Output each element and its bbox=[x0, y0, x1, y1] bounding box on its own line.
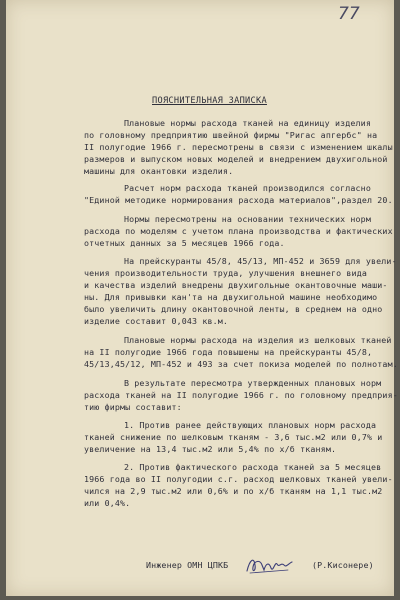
body-line: машины для окантовки изделия. bbox=[84, 166, 234, 176]
body-line: 45/13,45/12, МП-452 и 493 за счет покиза моделей по полнотам. bbox=[84, 359, 398, 369]
document-page bbox=[6, 0, 398, 596]
body-line: На прейскуранты 45/8, 45/13, МП-452 и 3659 для увели- bbox=[124, 256, 397, 266]
body-line: чения производительности труда, улучшения внешнего вида bbox=[84, 268, 367, 278]
body-line: "Единой методике нормирования расхода материалов",раздел 20. bbox=[84, 195, 393, 205]
body-line: Плановые нормы расхода тканей на единицу изделия bbox=[124, 118, 371, 128]
body-line: II полугодие 1966 г. пересмотрены в связи с изменением шкалы bbox=[84, 142, 393, 152]
body-line: на II полугодие 1966 года повышены на прейскуранты 45/8, bbox=[84, 347, 373, 357]
body-line: Нормы пересмотрены на основании технических норм bbox=[124, 214, 371, 224]
body-line: было увеличить длину окантовочной ленты, в среднем на одно bbox=[84, 304, 383, 314]
body-line: чился на 2,9 тыс.м2 или 0,6% и по х/б тканям на 1,1 тыс.м2 bbox=[84, 486, 383, 496]
body-line: ны. Для привывки кан'та на двухигольной машине необходимо bbox=[84, 292, 378, 302]
body-line: 1966 года во II полугодии с.г. расход шелковых тканей увели- bbox=[84, 474, 393, 484]
body-line: Расчет норм расхода тканей производился согласно bbox=[124, 183, 371, 193]
body-line: тканей снижение по шелковым тканям - 3,6 тыс.м2 или 0,7% и bbox=[84, 432, 383, 442]
body-line: расхода по моделям с учетом плана производства и фактических bbox=[84, 226, 393, 236]
page-number: 77 bbox=[338, 4, 360, 24]
body-line: 2. Против фактического расхода тканей за 5 месяцев bbox=[124, 462, 382, 472]
body-line: В результате пересмотра утвержденных плановых норм bbox=[124, 378, 382, 388]
body-line: увеличение на 13,4 тыс.м2 или 5,4% по х/б тканям. bbox=[84, 444, 337, 454]
body-line: отчетных данных за 5 месяцев 1966 года. bbox=[84, 238, 285, 248]
body-line: изделие составит 0,043 кв.м. bbox=[84, 316, 229, 326]
handwritten-signature bbox=[244, 553, 294, 577]
body-line: или 0,4%. bbox=[84, 498, 131, 508]
body-line: по головному предприятию швейной фирмы "Ригас апгербс" на bbox=[84, 130, 378, 140]
body-line: 1. Против ранее действующих плановых норм расхода bbox=[124, 420, 377, 430]
signatory-position: Инженер ОМН ЦПКБ bbox=[146, 560, 229, 570]
body-line: Плановые нормы расхода на изделия из шелковых тканей bbox=[124, 335, 392, 345]
document-title: ПОЯСНИТЕЛЬНАЯ ЗАПИСКА bbox=[152, 96, 267, 106]
body-line: и качества изделий внедрены двухигольные окантовочные маши- bbox=[84, 280, 388, 290]
signatory-name: (Р.Кисонере) bbox=[312, 560, 374, 570]
body-line: расхода тканей на II полугодие 1966 г. по головному предприя- bbox=[84, 390, 398, 400]
body-line: тию фирмы составит: bbox=[84, 402, 182, 412]
body-line: размеров и выпуском новых моделей и внедрением двухигольной bbox=[84, 154, 388, 164]
